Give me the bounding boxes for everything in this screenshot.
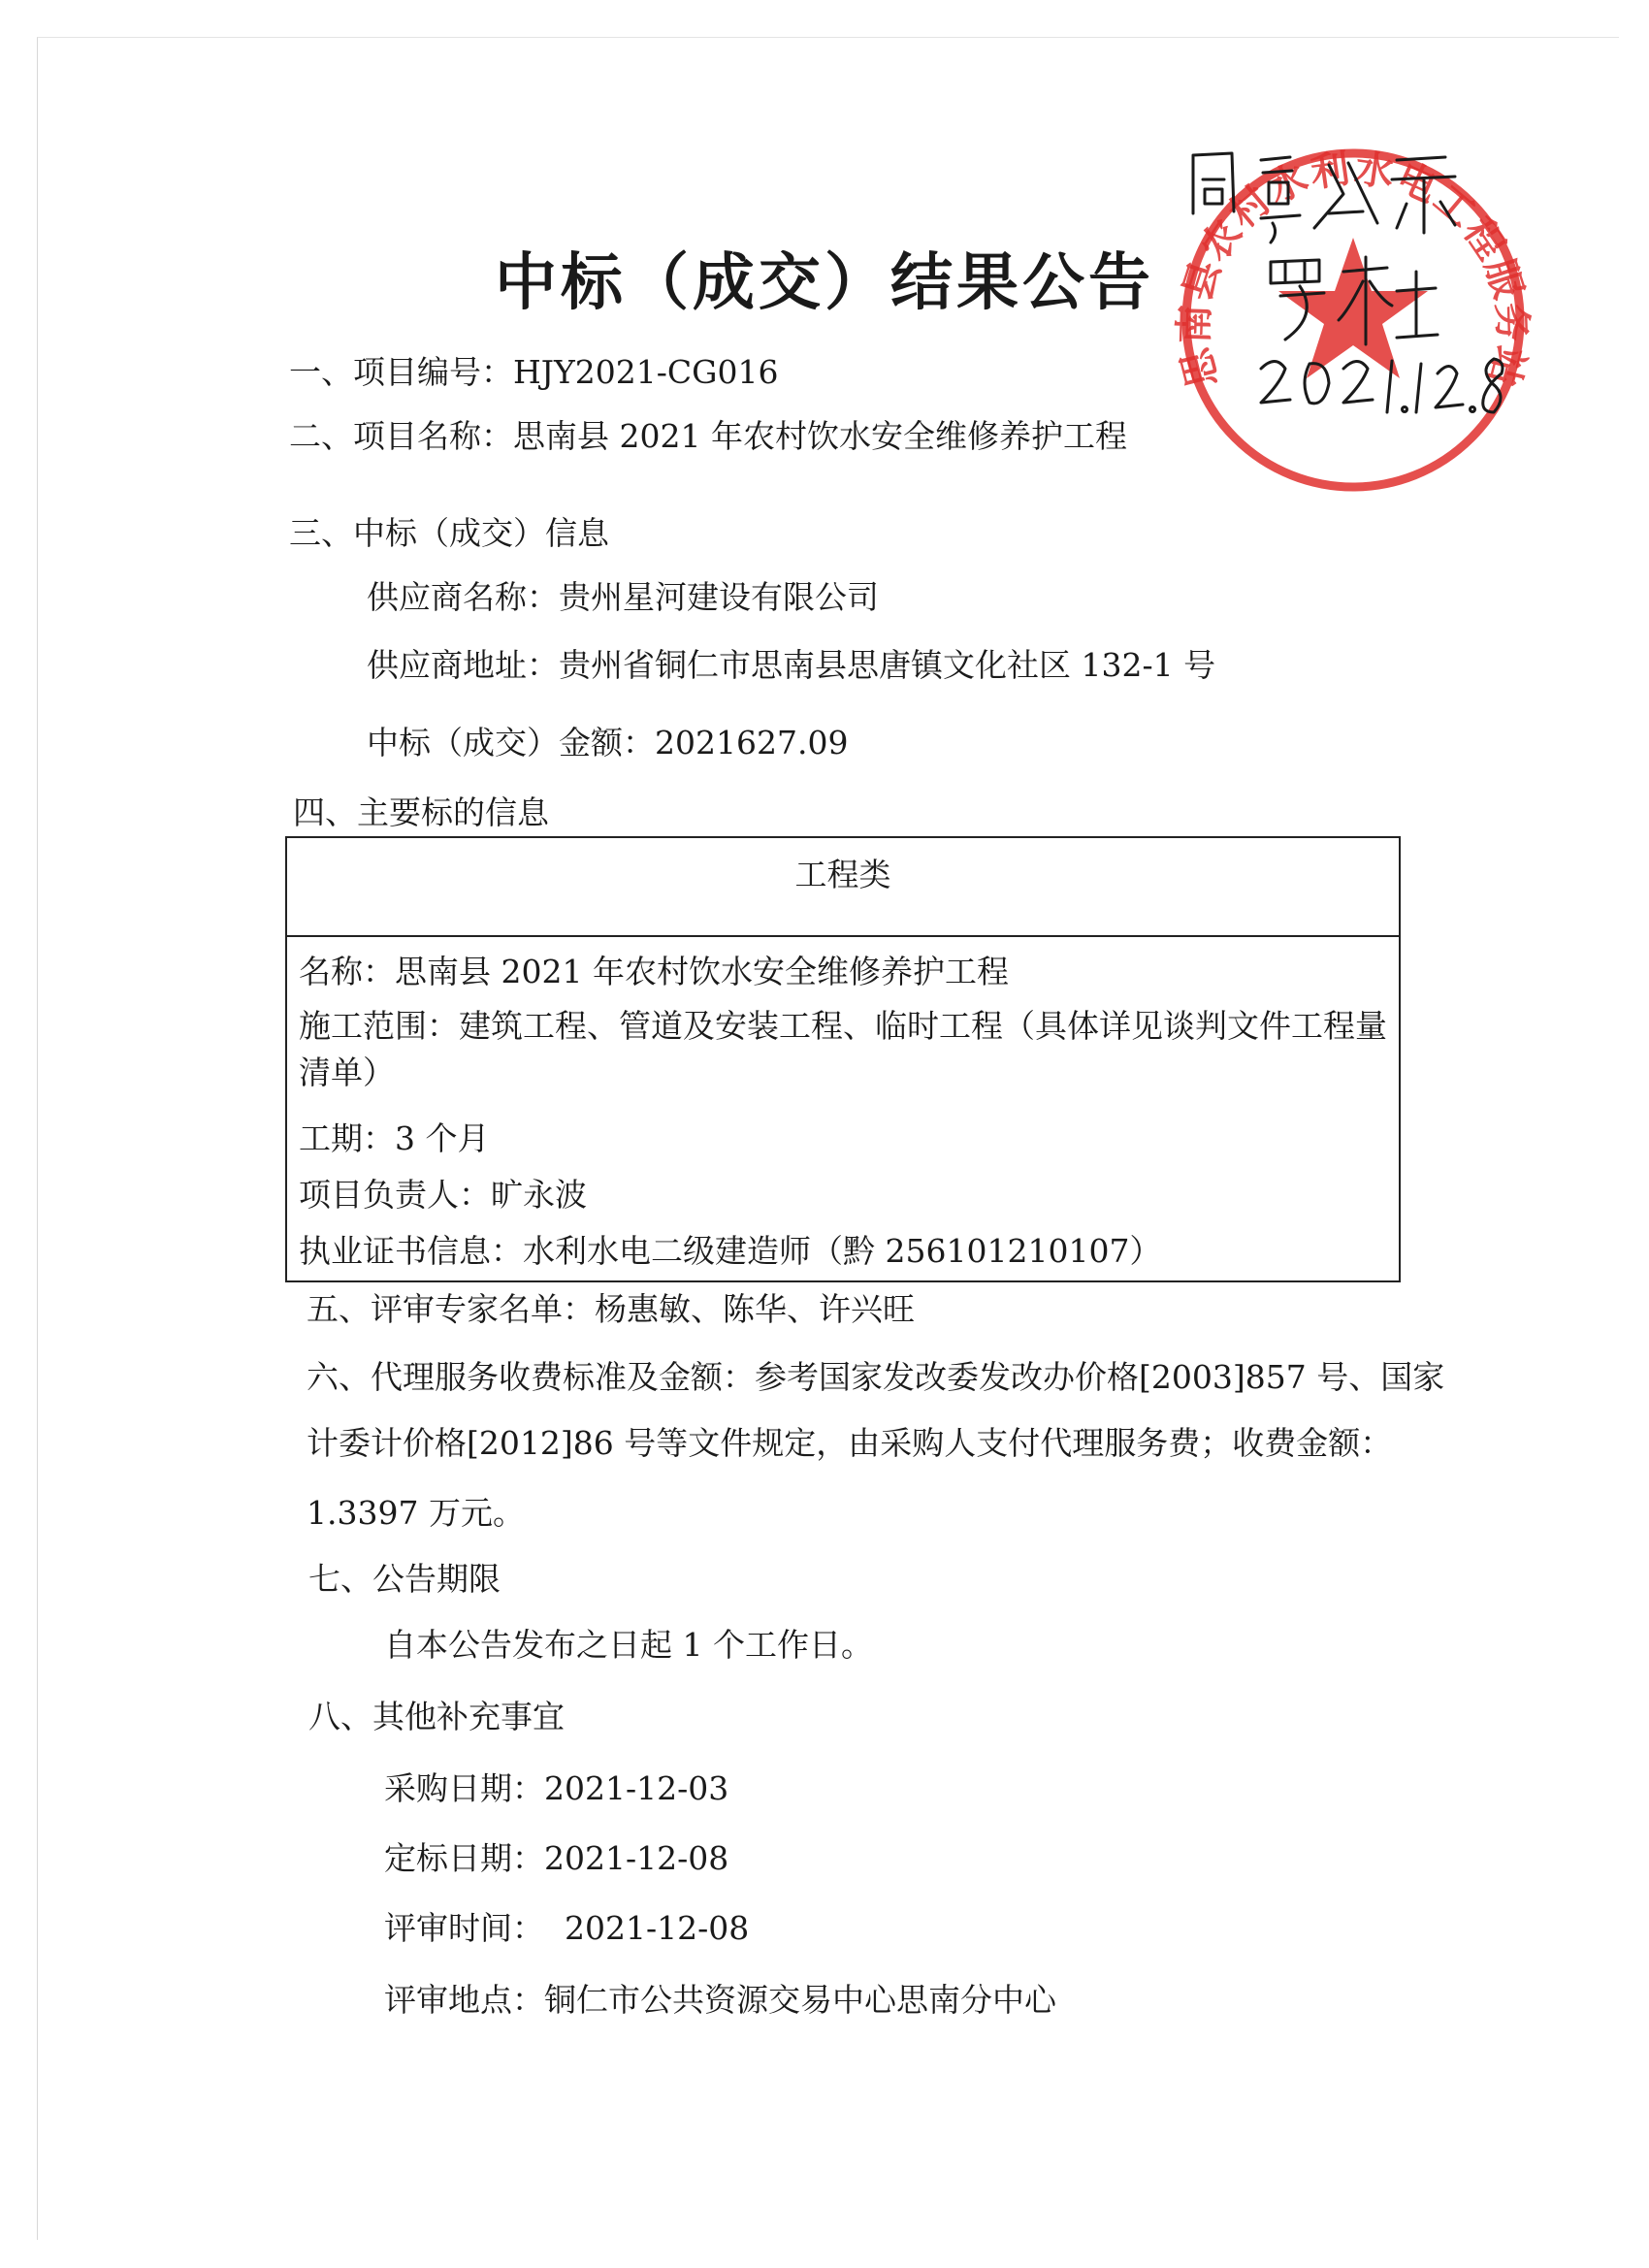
table-construction-scope: 施工范围：建筑工程、管道及安装工程、临时工程（具体详见谈判文件工程量清单） bbox=[299, 1007, 1387, 1091]
award-amount-value: 2021627.09 bbox=[655, 724, 849, 761]
supplier-address-label: 供应商地址： bbox=[367, 646, 559, 684]
agency-fee-line-2: 计委计价格[2012]86 号等文件规定，由采购人支付代理服务费；收费金额： bbox=[307, 1424, 1393, 1462]
other-matters-heading: 八、其他补充事宜 bbox=[308, 1698, 565, 1735]
subject-info-heading: 四、主要标的信息 bbox=[293, 794, 549, 831]
seal-text: 思南县农村水利水电工程服务站 bbox=[1172, 146, 1535, 393]
supplier-name-label: 供应商名称： bbox=[367, 578, 559, 616]
project-name-value: 思南县 2021 年农村饮水安全维修养护工程 bbox=[513, 417, 1127, 455]
review-time-label: 评审时间： bbox=[384, 1909, 544, 1947]
review-time-line bbox=[384, 1903, 749, 1949]
table-project-name: 名称：思南县 2021 年农村饮水安全维修养护工程 bbox=[299, 953, 1009, 990]
award-date-value: 2021-12-08 bbox=[544, 1839, 729, 1877]
table-project-manager: 项目负责人：旷永波 bbox=[299, 1176, 587, 1214]
project-name-line bbox=[289, 411, 1127, 457]
project-name-label: 二、项目名称： bbox=[289, 417, 513, 455]
handwritten-approval-note bbox=[1154, 136, 1523, 427]
award-amount-label: 中标（成交）金额： bbox=[367, 724, 655, 761]
project-number-label: 一、项目编号： bbox=[289, 353, 513, 391]
announcement-period-value: 自本公告发布之日起 1 个工作日。 bbox=[384, 1626, 873, 1664]
table-certificate: 执业证书信息：水利水电二级建造师（黔 256101210107） bbox=[299, 1232, 1162, 1270]
supplier-address-line bbox=[367, 640, 1215, 686]
experts-value: 杨惠敏、陈华、许兴旺 bbox=[595, 1290, 915, 1328]
project-number-line bbox=[289, 347, 779, 393]
agency-fee-line-3: 1.3397 万元。 bbox=[307, 1494, 525, 1532]
supplier-name-value: 贵州星河建设有限公司 bbox=[559, 578, 879, 616]
purchase-date-label: 采购日期： bbox=[384, 1769, 544, 1807]
review-time-value: 2021-12-08 bbox=[564, 1909, 750, 1947]
review-place-label: 评审地点： bbox=[384, 1981, 544, 2019]
subject-info-table bbox=[285, 836, 1401, 1282]
review-place-value: 铜仁市公共资源交易中心思南分中心 bbox=[544, 1981, 1056, 2019]
review-place-line bbox=[384, 1975, 1056, 2021]
table-duration: 工期：3 个月 bbox=[299, 1119, 490, 1157]
experts-line bbox=[307, 1284, 915, 1330]
agency-fee-line-1: 六、代理服务收费标准及金额：参考国家发改委发改办价格[2003]857 号、国家 bbox=[307, 1358, 1445, 1396]
purchase-date-line bbox=[384, 1764, 728, 1809]
award-date-line bbox=[384, 1833, 728, 1879]
supplier-name-line bbox=[367, 572, 879, 618]
page-title: 中标（成交）结果公告 bbox=[495, 247, 1154, 319]
table-header: 工程类 bbox=[287, 838, 1399, 937]
project-number-value: HJY2021-CG016 bbox=[513, 353, 779, 391]
experts-label: 五、评审专家名单： bbox=[307, 1290, 595, 1328]
announcement-period-heading: 七、公告期限 bbox=[308, 1560, 501, 1598]
award-info-heading: 三、中标（成交）信息 bbox=[289, 514, 609, 552]
award-amount-line bbox=[367, 718, 848, 763]
award-date-label: 定标日期： bbox=[384, 1839, 544, 1877]
purchase-date-value: 2021-12-03 bbox=[544, 1769, 729, 1807]
supplier-address-value: 贵州省铜仁市思南县思唐镇文化社区 132-1 号 bbox=[559, 646, 1216, 684]
